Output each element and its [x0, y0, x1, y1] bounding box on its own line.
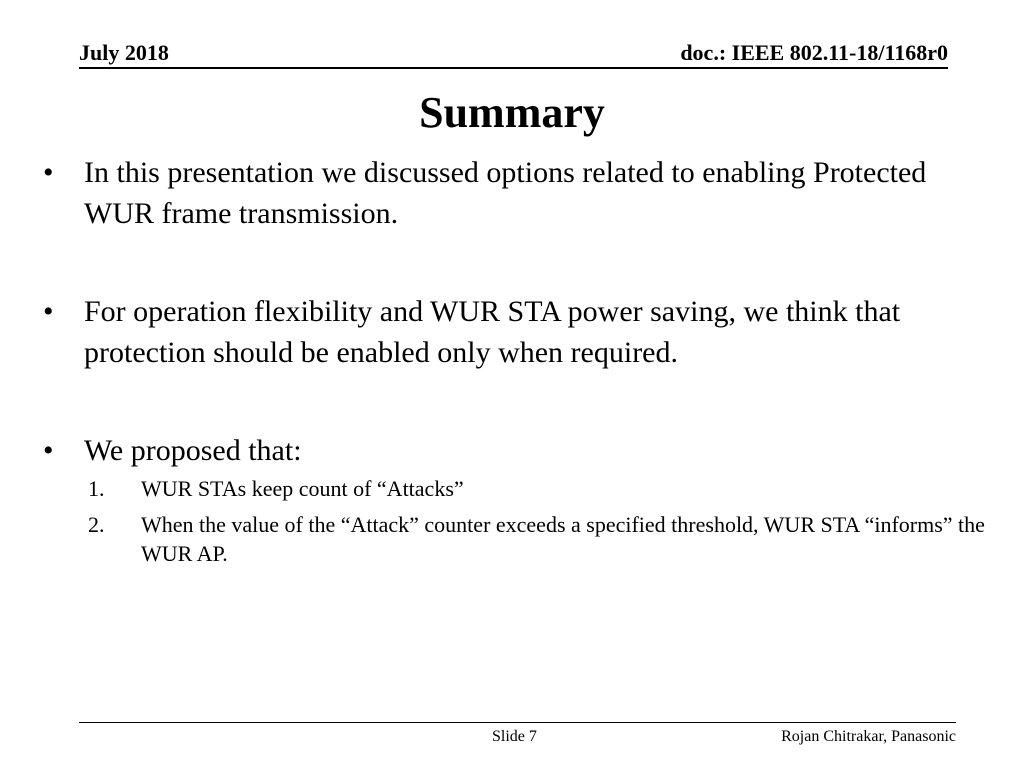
proposal-number: 1. [88, 476, 105, 501]
proposal-item [40, 510, 990, 568]
bullet-text: We proposed that: [84, 434, 302, 467]
proposal-text: WUR STAs keep count of “Attacks” [141, 476, 464, 501]
header-date: July 2018 [79, 40, 169, 65]
bullet-marker: • [43, 434, 54, 467]
bullet-item [40, 291, 990, 373]
bullet-item [40, 152, 990, 234]
bullet-marker: • [43, 156, 54, 189]
proposal-item [40, 474, 990, 503]
bullet-item [40, 430, 990, 471]
document-id: doc.: IEEE 802.11-18/1168r0 [680, 40, 948, 65]
proposal-number: 2. [88, 512, 105, 537]
bullet-marker: • [43, 295, 54, 328]
footer-divider [79, 722, 956, 723]
header-divider [79, 67, 948, 69]
bullet-text: For operation flexibility and WUR STA power saving, we think that protection should be enabled only when required. [84, 295, 901, 369]
bullet-text: In this presentation we discussed options related to enabling Protected WUR frame transmission. [84, 156, 927, 230]
proposal-text: When the value of the “Attack” counter exceeds a specified threshold, WUR STA “informs” the WUR AP. [141, 512, 985, 566]
slide-number: Slide 7 [492, 728, 537, 745]
author-affiliation: Rojan Chitrakar, Panasonic [781, 728, 956, 745]
slide-body [40, 152, 990, 575]
slide-title: Summary [419, 88, 605, 137]
proposal-list [40, 474, 990, 568]
